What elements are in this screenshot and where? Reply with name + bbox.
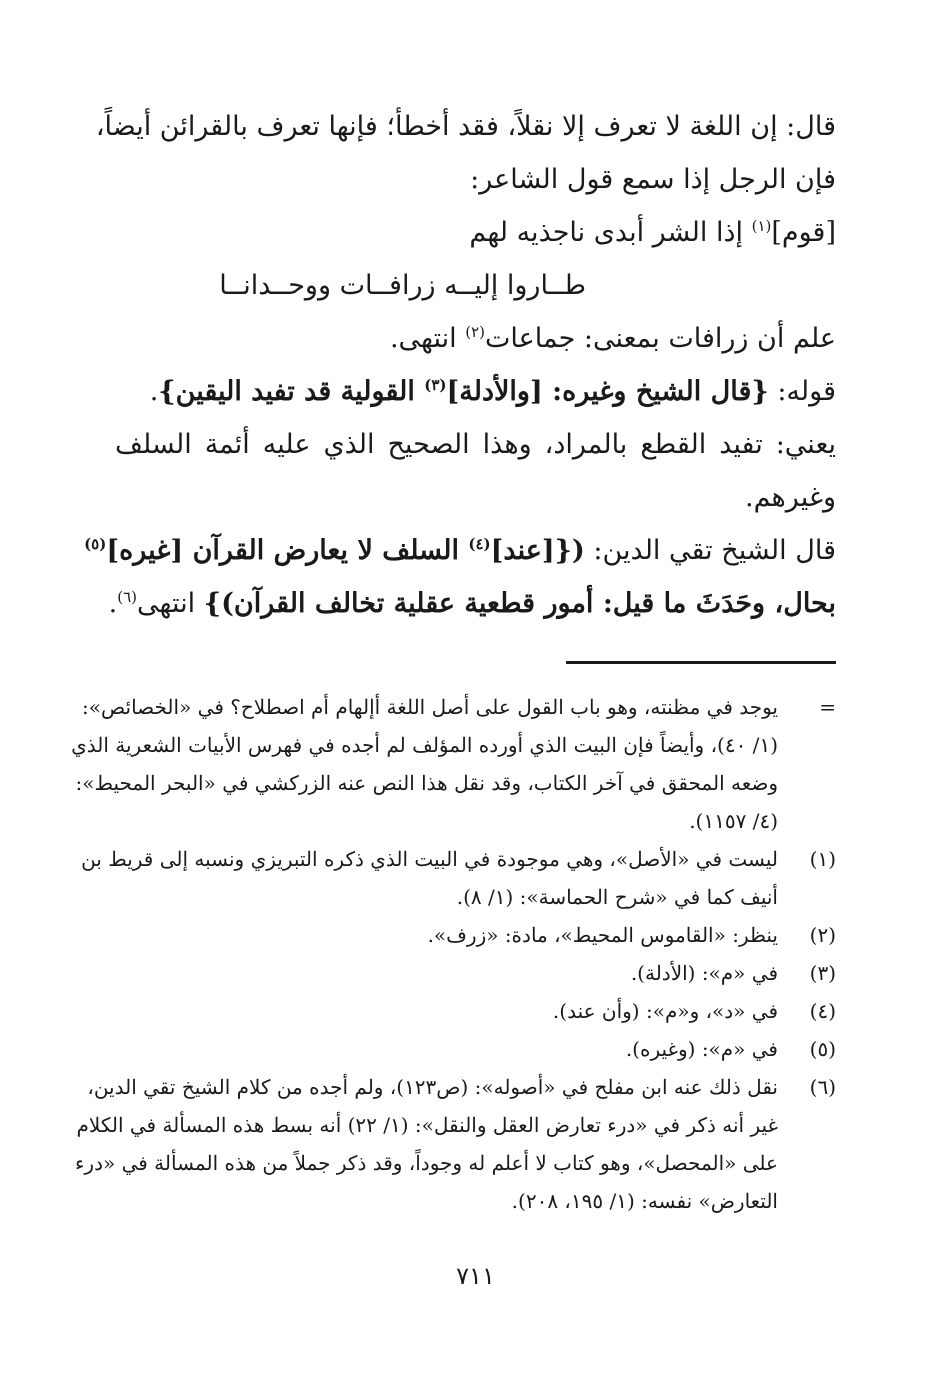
footnote-3 — [115, 954, 836, 992]
main-line-10-period: . — [108, 588, 118, 619]
footnote-separator — [566, 661, 836, 664]
footnote-continued — [71, 688, 836, 840]
footnote-number: (١) — [809, 847, 836, 871]
footnote-number: (٣) — [809, 961, 836, 985]
verse-line-1-text: إذا الشر أبدى ناجذيه لهم — [469, 217, 752, 248]
footnote-number: (٥) — [809, 1037, 836, 1061]
footnote-line: على «المحصل»، وهو كتاب لا أعلم له وجوداً، وقد ذكر جملاً من هذه المسألة في «درء — [75, 1151, 778, 1175]
footnote-line: في «م»: (وغيره). — [625, 1037, 778, 1061]
quoted-text-bold-4: بحال، وحَدَثَ ما قيل: أمور قطعية عقلية تخالف القرآن)} — [203, 588, 836, 619]
verse-bracket-word: [قوم] — [771, 217, 836, 248]
main-line-6-lead: قوله: — [768, 376, 836, 407]
main-line-7: يعني: تفيد القطع بالمراد، وهذا الصحيح الذي عليه أئمة السلف — [115, 429, 836, 460]
footnote-ref-4[interactable]: (٤) — [468, 535, 491, 553]
main-line-10-end: انتهى — [137, 588, 204, 619]
footnote-ref-6[interactable]: (٦) — [117, 588, 138, 606]
footnote-number: (٤) — [809, 999, 836, 1023]
footnote-continuation-mark: = — [819, 695, 836, 719]
footnote-ref-5[interactable]: (٥) — [84, 535, 107, 553]
footnote-line: أنيف كما في «شرح الحماسة»: (١/ ٨). — [456, 885, 778, 909]
main-line-8: وغيرهم. — [745, 482, 836, 513]
main-text — [84, 100, 836, 630]
footnote-line: (١/ ٤٠)، وأيضاً فإن البيت الذي أورده المؤلف لم أجده في فهرس الأبيات الشعرية الذي — [71, 733, 778, 757]
footnote-line: نقل ذلك عنه ابن مفلح في «أصوله»: (ص١٢٣)، ولم أجده من كلام الشيخ تقي الدين، — [87, 1075, 778, 1099]
footnote-line: يوجد في مظنته، وهو باب القول على أصل اللغة أإلهام أم اصطلاح؟ في «الخصائص»: — [82, 695, 778, 719]
footnote-ref-3[interactable]: (٣) — [424, 376, 447, 394]
footnote-line: غير أنه ذكر في «درء تعارض العقل والنقل»: (١/ ٢٢) أنه بسط هذه المسألة في الكلام — [76, 1113, 778, 1137]
quoted-text-bold-end: القولية قد تفيد اليقين} — [158, 376, 425, 407]
footnote-line: ينظر: «القاموس المحيط»، مادة: «زرف». — [427, 923, 778, 947]
footnote-number: (٦) — [809, 1075, 836, 1099]
footnote-line: وضعه المحقق في آخر الكتاب، وقد نقل هذا النص عنه الزركشي في «البحر المحيط»: — [75, 771, 778, 795]
footnote-ref-2[interactable]: (٢) — [465, 323, 485, 341]
footnote-line: ليست في «الأصل»، وهي موجودة في البيت الذي ذكره التبريزي ونسبه إلى قريط بن — [81, 847, 778, 871]
main-line-1: قال: إن اللغة لا تعرف إلا نقلاً، فقد أخطأ؛ فإنها تعرف بالقرائن أيضاً، — [95, 111, 836, 142]
footnote-line: (٤/ ١١٥٧). — [689, 809, 778, 833]
main-line-6 — [115, 365, 836, 418]
footnote-5 — [115, 1030, 836, 1068]
main-line-9 — [84, 524, 836, 577]
main-line-5-end: انتهى. — [389, 323, 466, 354]
footnote-ref-1[interactable]: (١) — [751, 217, 772, 235]
main-line-5 — [115, 312, 836, 365]
quoted-text-bold: {قال الشيخ وغيره: [والأدلة] — [446, 376, 769, 407]
main-line-6-end: . — [149, 376, 159, 407]
footnote-number: (٢) — [809, 923, 836, 947]
quoted-text-bold-2: ({[عند] — [490, 535, 585, 566]
page-number: ٧١١ — [456, 1262, 495, 1290]
verse-line-2: طــاروا إليــه زرافــات ووحــدانــا — [219, 270, 586, 301]
verse-line-1 — [115, 206, 836, 259]
main-line-10 — [108, 577, 836, 630]
footnote-4 — [115, 992, 836, 1030]
footnote-2 — [115, 916, 836, 954]
footnote-6 — [75, 1068, 836, 1220]
main-line-2: فإن الرجل إذا سمع قول الشاعر: — [470, 164, 836, 195]
quoted-text-bold-3: السلف لا يعارض القرآن [غيره] — [106, 535, 469, 566]
footnote-line: التعارض» نفسه: (١/ ١٩٥، ٢٠٨). — [511, 1189, 778, 1213]
footnote-line: في «م»: (الأدلة). — [630, 961, 778, 985]
footnote-line: في «د»، و«م»: (وأن عند). — [552, 999, 778, 1023]
footnote-1 — [81, 840, 836, 916]
main-line-9-lead: قال الشيخ تقي الدين: — [584, 535, 836, 566]
footnotes — [71, 688, 836, 1220]
main-line-5-text: علم أن زرافات بمعنى: جماعات — [485, 323, 836, 354]
